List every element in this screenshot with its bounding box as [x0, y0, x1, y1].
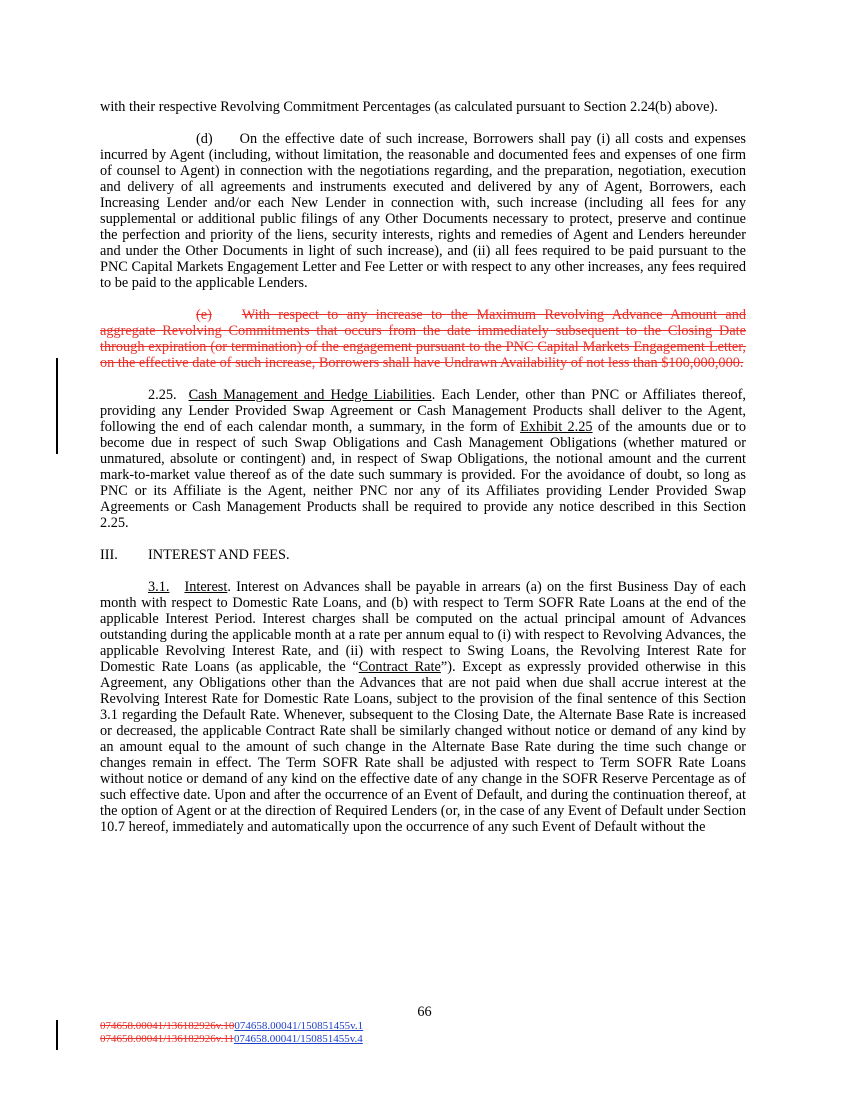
change-bar-deleted-paragraph — [56, 358, 58, 454]
section-2-25-text-a: . Each Lender, other than PNC or Affiliates thereof, providing any Lender Provided Swap Agreement or Cash Management Products shall deliver to the Agent, following the end of each calendar month, a summary, in the form of — [100, 387, 746, 435]
section-3-1-text-b: ”). Except as expressly provided otherwise in this Agreement, any Obligations other than the Advances that are not paid when due shall accrue interest at the Revolving Interest Rate for Domestic Rate Loans, subject to the provision of the final sentence of this Section 3.1 regarding the Default Rate. Whenever, subsequent to the Closing Date, the Alternate Base Rate is increased or decreased, the applicable Contract Rate shall be similarly changed without notice or demand of any kind by an amount equal to the amount of such change in the Alternate Base Rate during the time such change or changes remain in effect. The Term SOFR Rate shall be adjusted with respect to Term SOFR Rate Loans without notice or demand of any kind on the effective date of any change in the SOFR Reserve Percentage as of such effective date. Upon and after the occurrence of an Event of Default, and during the continuation thereof, at the option of Agent or at the direction of Required Lenders (or, in the case of any Event of Default under Section 10.7 hereof, immediately and automatically upon the occurrence of any such Event of Default without the — [100, 659, 746, 835]
contract-rate-term: Contract Rate — [358, 659, 441, 675]
section-2-25-title: Cash Management and Hedge Liabilities — [188, 387, 432, 403]
paragraph-d — [100, 131, 746, 291]
article-title: INTEREST AND FEES. — [148, 547, 290, 563]
section-2-25 — [100, 387, 746, 531]
exhibit-2-25-link: Exhibit 2.25 — [520, 419, 593, 435]
footer-line-1-deleted: 074658.00041/136182926v.10 — [100, 1020, 235, 1032]
footer-line-2 — [100, 1033, 363, 1046]
change-bar-footer — [56, 1020, 58, 1050]
document-footer — [100, 1020, 363, 1046]
paragraph-d-text: On the effective date of such increase, Borrowers shall pay (i) all costs and expenses incurred by Agent (including, without limitation, the reasonable and documented fees and expenses of one firm of counsel to Agent) in connection with the negotiations regarding, and the preparation, negotiation, execution and delivery of all agreements and instruments executed and delivered by any of Agent, Borrowers, each Increasing Lender and/or each New Lender in connection with, such increase (including all fees for any supplemental or additional public filings of any Other Documents necessary to protect, preserve and continue the perfection and priority of the liens, security interests, rights and remedies of Agent and Lenders hereunder and under the Other Documents in light of such increase), and (ii) all fees required to be paid pursuant to the PNC Capital Markets Engagement Letter and Fee Letter or with respect to any other increases, any fees required to be paid to the applicable Lenders. — [100, 131, 746, 291]
section-3-1-title: Interest — [184, 579, 228, 595]
section-3-1 — [100, 579, 746, 835]
section-3-1-text-a: . Interest on Advances shall be payable in arrears (a) on the first Business Day of each month with respect to Domestic Rate Loans, and (b) with respect to Term SOFR Rate Loans at the end of the applicable Interest Period. Interest charges shall be computed on the actual principal amount of Advances outstanding during the applicable month at a rate per annum equal to (i) with respect to Revolving Advances, the applicable Revolving Interest Rate, and (ii) with respect to Swing Loans, the Revolving Interest Rate for Domestic Rate Loans (as applicable, the “ — [100, 579, 746, 675]
article-heading — [100, 547, 746, 563]
section-2-25-text-b: of the amounts due or to become due in respect of such Swap Obligations and Cash Management Obligations (whether matured or unmatured, absolute or contingent) and, in respect of Swap Obligations, the notional amount and the current mark-to-market value thereof as of the date such summary is provided. For the avoidance of doubt, so long as PNC or its Affiliate is the Agent, neither PNC nor any of its Affiliates providing Lender Provided Swap Agreements or Cash Management Products shall be required to provide any notice described in this Section 2.25. — [100, 419, 746, 531]
page-number: 66 — [417, 1004, 432, 1020]
document-body — [100, 99, 746, 835]
footer-line-1 — [100, 1020, 363, 1033]
footer-line-2-deleted: 074658.00041/136182926v.11 — [100, 1033, 234, 1045]
paragraph-d-label: (d) — [196, 131, 213, 147]
footer-line-2-inserted: 074658.00041/150851455v.4 — [233, 1033, 363, 1045]
section-3-1-number: 3.1. — [148, 579, 170, 595]
paragraph-continuation: with their respective Revolving Commitment Percentages (as calculated pursuant to Section 2.24(b) above). — [100, 99, 718, 115]
paragraph-e-deleted — [100, 307, 746, 371]
paragraph-e-text: With respect to any increase to the Maximum Revolving Advance Amount and aggregate Revolving Commitments that occurs from the date immediately subsequent to the Closing Date through expiration (or termination) of the engagement pursuant to the PNC Capital Markets Engagement Letter, on the effective date of such increase, Borrowers shall have Undrawn Availability of not less than $100,000,000. — [100, 307, 746, 371]
section-2-25-number: 2.25. — [148, 387, 177, 403]
footer-line-1-inserted: 074658.00041/150851455v.1 — [234, 1020, 364, 1032]
paragraph-e-label: (e) — [196, 307, 212, 323]
article-number: III. — [100, 547, 118, 563]
